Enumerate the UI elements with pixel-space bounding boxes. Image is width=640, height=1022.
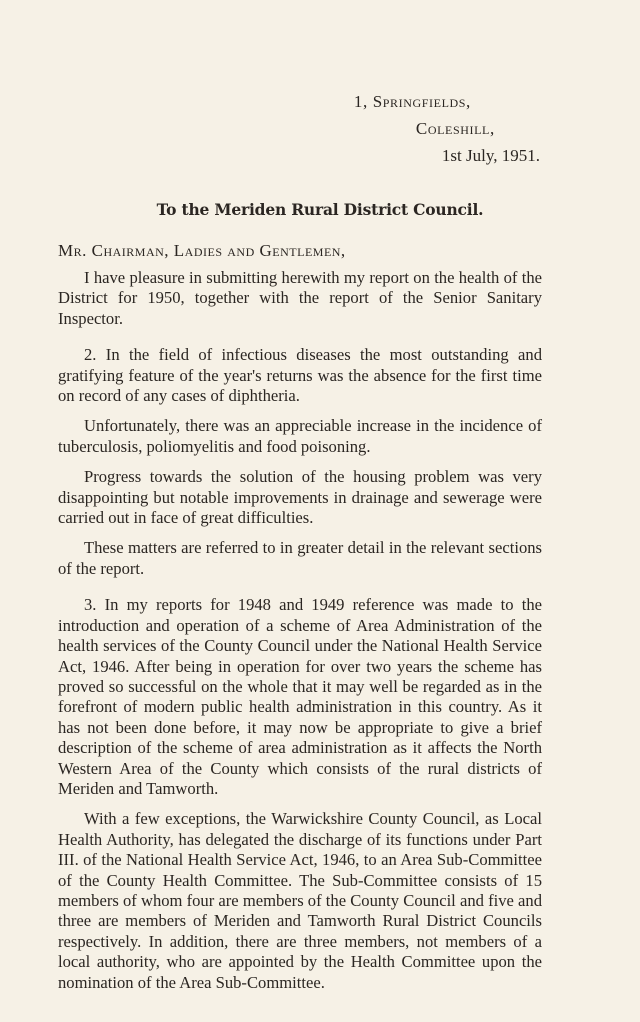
paragraph-sub-committee: With a few exceptions, the Warwickshire County Council, as Local Health Authority, has delegated the discharge of its functions under Part III. of the National Health Service Act, 1946, to an Area Sub-Committee of the County Health Committee. The Sub-Committee consists of 15 members of whom four are members of the County Council and five and three are members of Meriden and Tamworth Rural District Councils respectively. In addition, there are three members, not members of a local authority, who are appointed by the Health Committee upon the nomination of the Area Sub-Committee. bbox=[58, 809, 542, 992]
letter-date: 1st July, 1951. bbox=[441, 146, 540, 165]
sender-address bbox=[354, 88, 540, 169]
address-line-street: 1, Springfields, bbox=[353, 92, 471, 111]
letter-heading: To the Meriden Rural District Council. bbox=[156, 200, 484, 219]
paragraph-tuberculosis: Unfortunately, there was an appreciable increase in the incidence of tuberculosis, poliomyelitis and food poisoning. bbox=[58, 416, 542, 456]
address-line-town: Coleshill, bbox=[415, 119, 495, 138]
paragraph-matters-referred: These matters are referred to in greater detail in the relevant sections of the report. bbox=[58, 538, 542, 578]
letter-body bbox=[58, 268, 542, 993]
paragraph-intro: I have pleasure in submitting herewith my report on the health of the District for 1950, together with the report of the Senior Sanitary Inspector. bbox=[58, 268, 542, 328]
salutation: Mr. Chairman, Ladies and Gentlemen, bbox=[58, 241, 346, 260]
paragraph-area-administration: 3. In my reports for 1948 and 1949 reference was made to the introduction and operation of a scheme of Area Administration of the health services of the County Council under the National Health Service Act, 1946. After being in operation for over two years the scheme has proved so successful on the whole that it may well be regarded as in the forefront of modern public health administration in this country. As it has not been done before, it may now be appropriate to give a brief description of the scheme of area administration as it affects the North Western Area of the County which consists of the rural districts of Meriden and Tamworth. bbox=[58, 595, 542, 798]
paragraph-housing: Progress towards the solution of the housing problem was very disappointing but notable improvements in drainage and sewerage were carried out in face of great difficulties. bbox=[58, 467, 542, 528]
paragraph-infectious-diseases: 2. In the field of infectious diseases the most outstanding and gratifying feature of the year's returns was the absence for the first time on record of any cases of diphtheria. bbox=[58, 345, 542, 406]
